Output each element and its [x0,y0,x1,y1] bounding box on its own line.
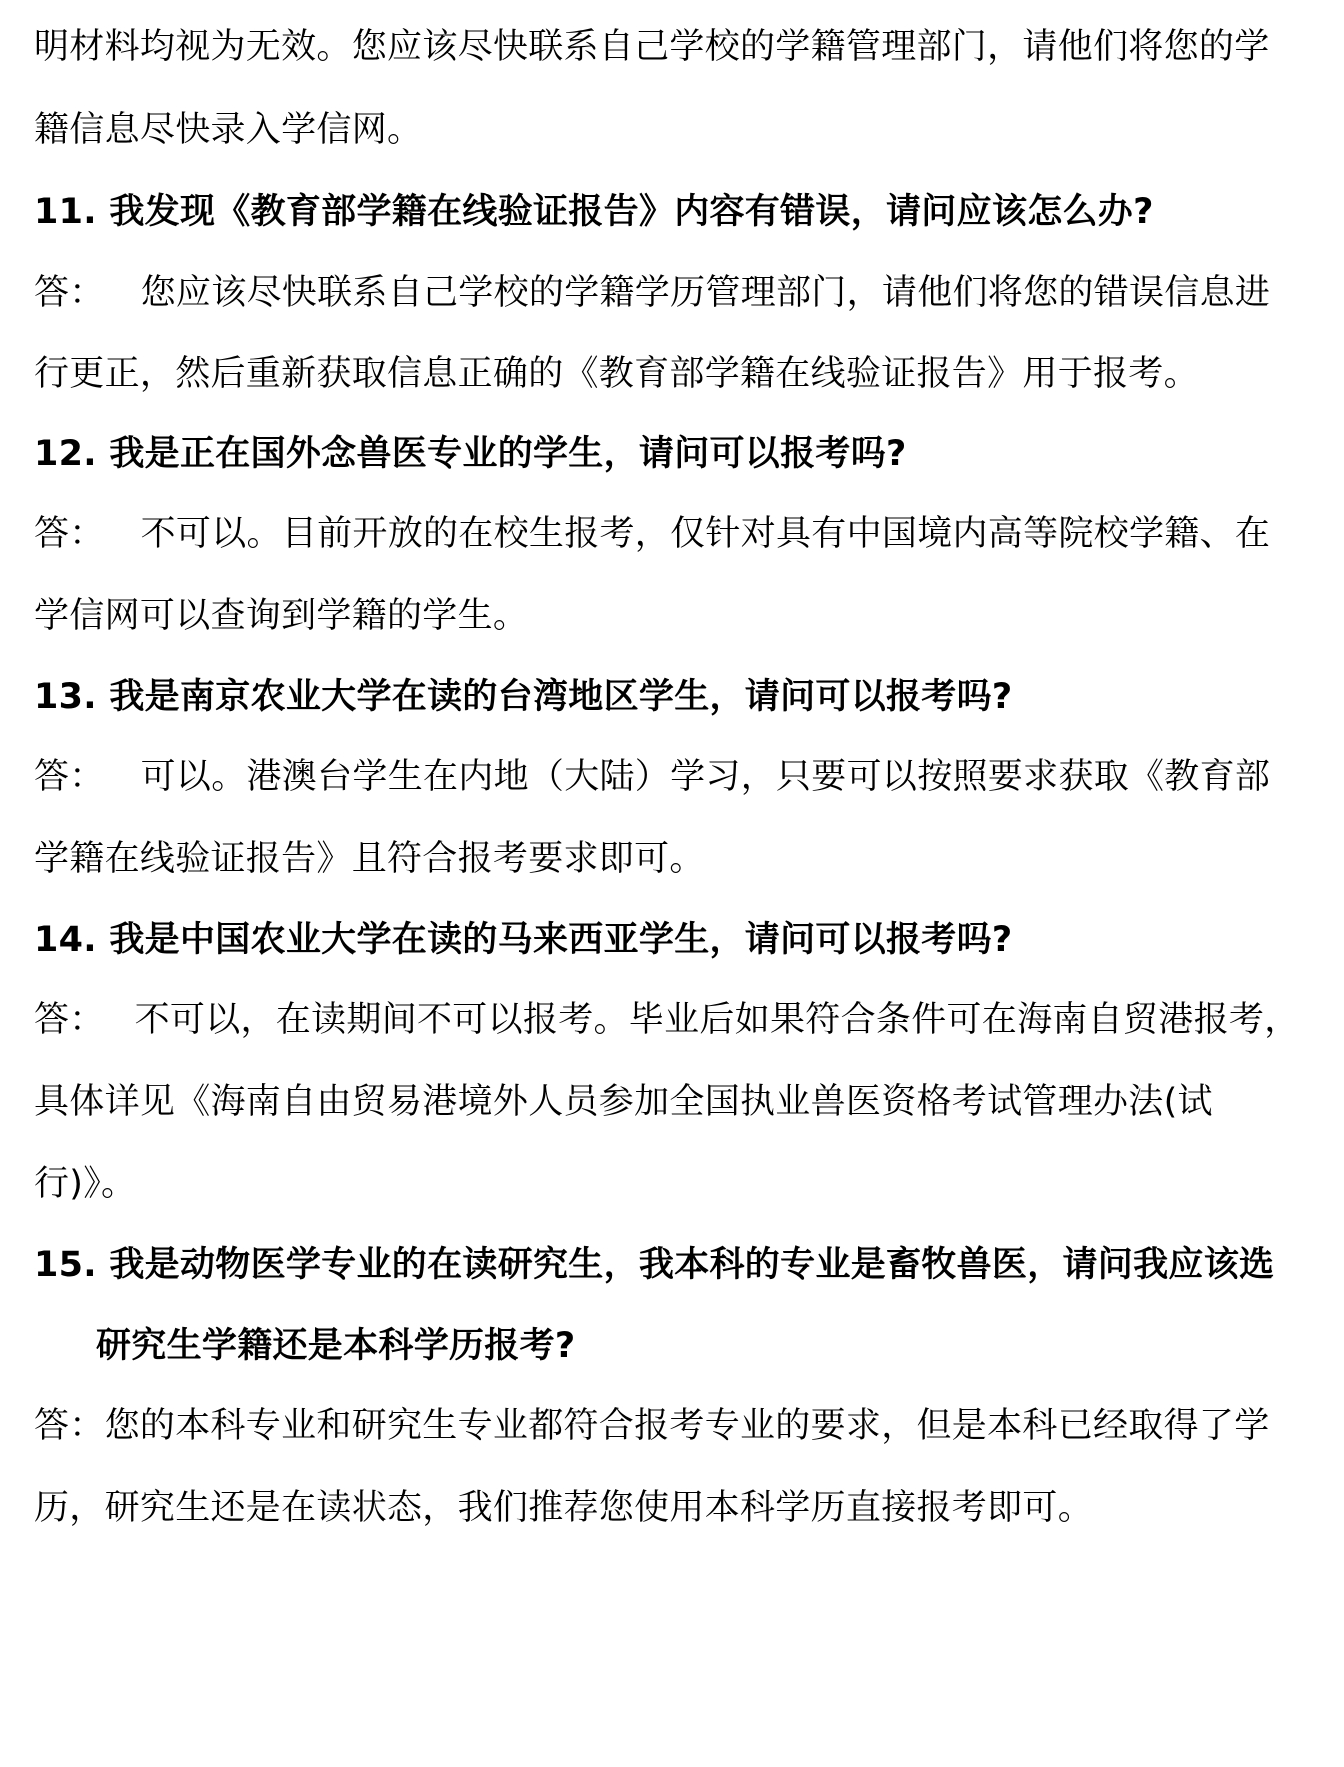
answer-label: 答： [34,1000,105,1040]
intro-line-1: 明材料均视为无效。您应该尽快联系自己学校的学籍管理部门，请他们将您的学 [34,27,1270,67]
question-13: 13. 我是南京农业大学在读的台湾地区学生，请问可以报考吗? [34,677,1013,717]
answer-label: 答： [34,514,105,554]
answer-text: 不可以。目前开放的在校生报考，仅针对具有中国境内高等院校学籍、在 [140,514,1271,554]
question-11: 11. 我发现《教育部学籍在线验证报告》内容有错误，请问应该怎么办? [34,192,1154,232]
answer-label: 答： [34,273,105,313]
question-15-line-1: 15. 我是动物医学专业的在读研究生，我本科的专业是畜牧兽医，请问我应该选 [34,1245,1275,1285]
answer-14-line-2: 具体详见《海南自由贸易港境外人员参加全国执业兽医资格考试管理办法(试 [34,1082,1213,1122]
answer-label: 答： [34,757,105,797]
answer-label: 答： [34,1406,105,1446]
answer-14-line-3: 行)》。 [34,1164,137,1204]
answer-text: 不可以，在读期间不可以报考。毕业后如果符合条件可在海南自贸港报考， [134,1000,1300,1040]
answer-13-line-2: 学籍在线验证报告》且符合报考要求即可。 [34,839,705,879]
intro-line-2: 籍信息尽快录入学信网。 [34,110,423,150]
answer-11-line-1 [34,271,1270,315]
question-15-line-2: 研究生学籍还是本科学历报考? [96,1326,576,1366]
answer-text: 可以。港澳台学生在内地（大陆）学习，只要可以按照要求获取《教育部 [140,757,1271,797]
answer-text: 您应该尽快联系自己学校的学籍学历管理部门，请他们将您的错误信息进 [140,273,1271,313]
question-14: 14. 我是中国农业大学在读的马来西亚学生，请问可以报考吗? [34,920,1013,960]
answer-12-line-1 [34,512,1270,556]
answer-12-line-2: 学信网可以查询到学籍的学生。 [34,596,529,636]
answer-11-line-2: 行更正，然后重新获取信息正确的《教育部学籍在线验证报告》用于报考。 [34,354,1199,394]
answer-13-line-1 [34,755,1270,799]
question-12: 12. 我是正在国外念兽医专业的学生，请问可以报考吗? [34,434,907,474]
answer-14-line-1 [34,998,1300,1042]
answer-text: 您的本科专业和研究生专业都符合报考专业的要求，但是本科已经取得了学 [104,1406,1270,1446]
answer-15-line-1 [34,1404,1270,1448]
answer-15-line-2: 历，研究生还是在读状态，我们推荐您使用本科学历直接报考即可。 [34,1488,1094,1528]
